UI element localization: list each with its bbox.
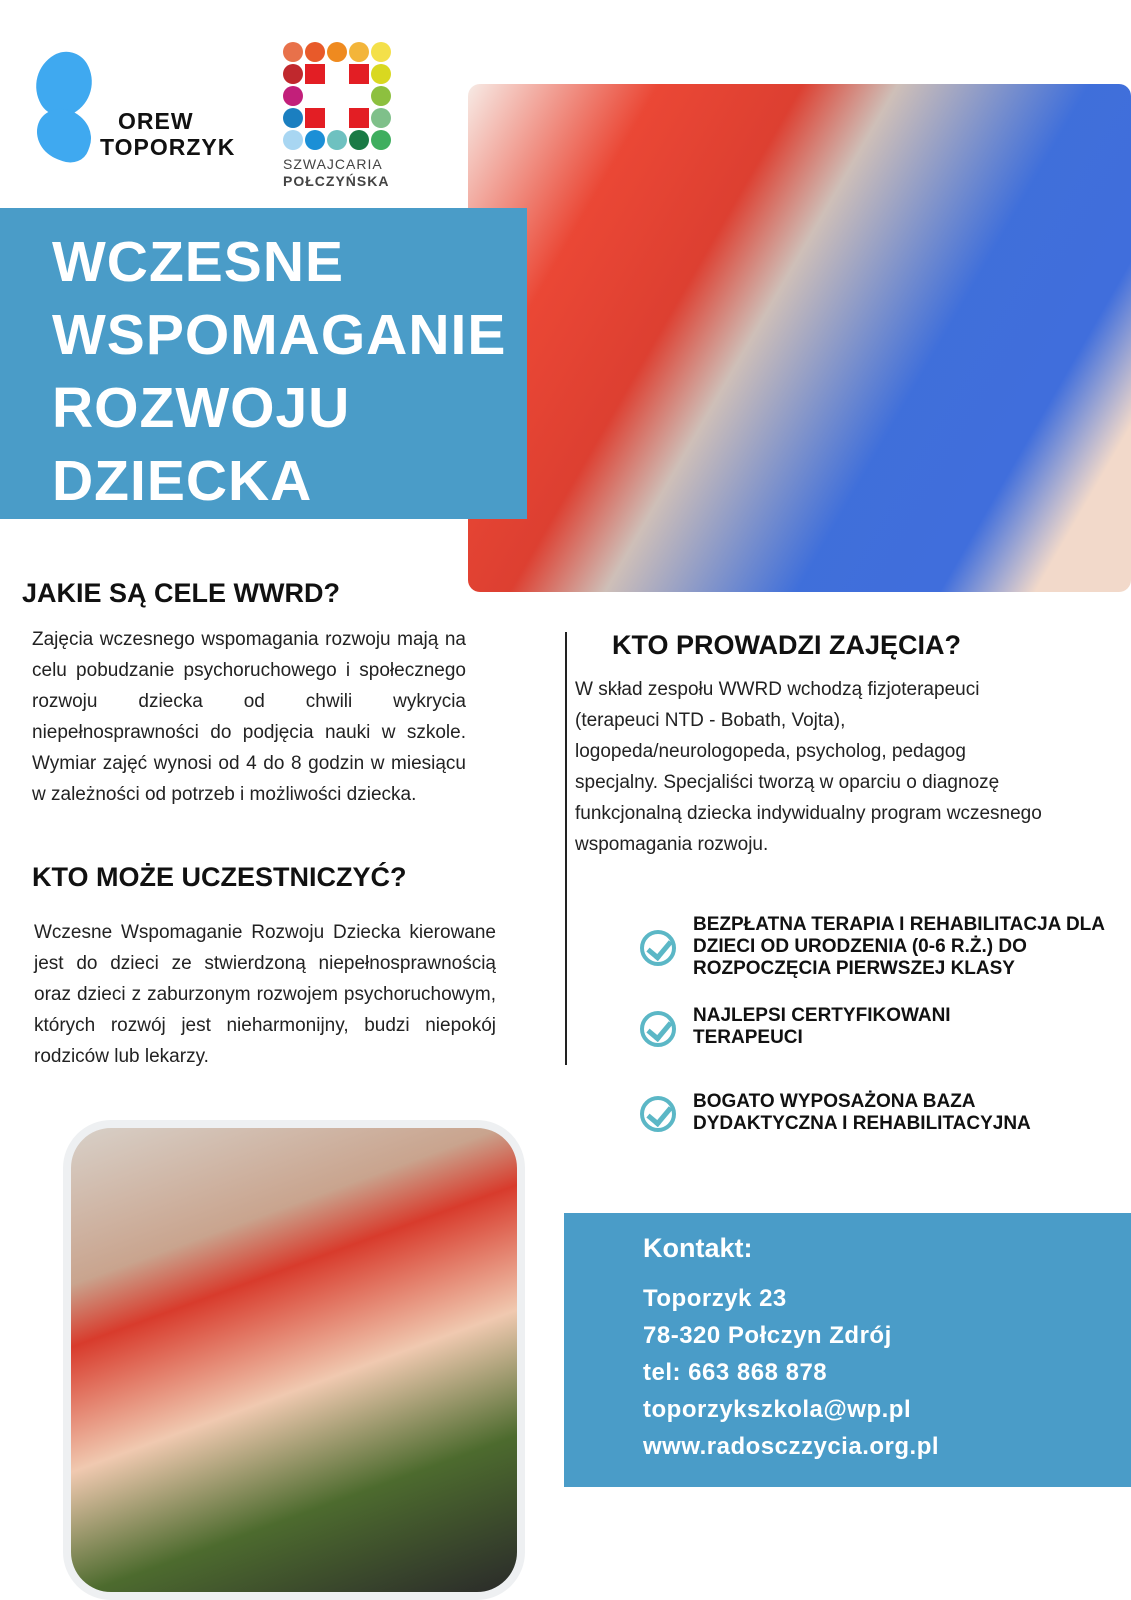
benefit-item: NAJLEPSI CERTYFIKOWANI TERAPEUCI bbox=[693, 1005, 951, 1048]
divider bbox=[565, 632, 567, 1065]
page-title bbox=[52, 226, 506, 518]
logo-text: SZWAJCARIA bbox=[283, 156, 383, 172]
goals-heading: JAKIE SĄ CELE WWRD? bbox=[22, 578, 341, 608]
title-banner bbox=[0, 208, 527, 519]
title-line: ROZWOJU bbox=[52, 376, 351, 440]
contact-email[interactable]: toporzykszkola@wp.pl bbox=[643, 1396, 912, 1423]
contact-city: 78-320 Połczyn Zdrój bbox=[643, 1322, 892, 1349]
staff-text: W skład zespołu WWRD wchodzą fizjoterapeuci (terapeuci NTD - Bobath, Vojta), logopeda/neurologopeda, psycholog, pedagog specjalny. Specjaliści tworzą w oparciu o diagnozę funkcjonalną dziecka indywidualny program wczesnego wspomagania rozwoju. bbox=[575, 679, 1042, 855]
check-icon bbox=[640, 1011, 676, 1047]
contact-address: Toporzyk 23 bbox=[643, 1285, 787, 1312]
title-line: WCZESNE bbox=[52, 230, 344, 294]
participants-text: Wczesne Wspomaganie Rozwoju Dziecka kierowane jest do dzieci ze stwierdzoną niepełnosprawnością oraz dzieci z zaburzonym rozwojem psychoruchowym, których rozwój jest nieharmonijny, budzi niepokój rodziców lub lekarzy. bbox=[34, 922, 496, 1067]
goals-text: Zajęcia wczesnego wspomagania rozwoju mają na celu pobudzanie psychoruchowego i społecznego rozwoju dziecka od chwili wykrycia niepełnosprawności do podjęcia nauki w szkole. Wymiar zajęć wynosi od 4 do 8 godzin w miesiącu w zależności od potrzeb i możliwości dziecka. bbox=[32, 629, 466, 805]
therapist-with-baby-photo bbox=[468, 84, 1131, 592]
logo-text: TOPORZYK bbox=[100, 134, 236, 160]
benefit-item: BOGATO WYPOSAŻONA BAZA DYDAKTYCZNA I REHABILITACYJNA bbox=[693, 1091, 1031, 1134]
contact-website[interactable]: www.radosczzycia.org.pl bbox=[643, 1433, 940, 1460]
check-icon bbox=[640, 930, 676, 966]
benefit-item: BEZPŁATNA TERAPIA I REHABILITACJA DLA DZIECI OD URODZENIA (0-6 R.Ż.) DO ROZPOCZĘCIA PIERWSZEJ KLASY bbox=[693, 914, 1105, 979]
logo-text: OREW bbox=[118, 108, 194, 134]
orew-toporzyk-logo bbox=[30, 50, 236, 170]
contact-heading: Kontakt: bbox=[643, 1233, 753, 1263]
participants-heading: KTO MOŻE UCZESTNICZYĆ? bbox=[32, 862, 407, 892]
title-line: DZIECKA bbox=[52, 449, 313, 513]
logo-text: POŁCZYŃSKA bbox=[283, 173, 390, 189]
cross-mosaic-icon bbox=[283, 42, 393, 150]
father-with-child-photo bbox=[63, 1120, 525, 1600]
butterfly-wing bbox=[29, 102, 99, 168]
contact-phone[interactable]: tel: 663 868 878 bbox=[643, 1359, 828, 1386]
staff-heading: KTO PROWADZI ZAJĘCIA? bbox=[612, 630, 962, 660]
check-icon bbox=[640, 1096, 676, 1132]
contact-box bbox=[564, 1213, 1131, 1487]
szwajcaria-polczynska-logo bbox=[283, 42, 393, 192]
title-line: WSPOMAGANIE bbox=[52, 303, 507, 367]
